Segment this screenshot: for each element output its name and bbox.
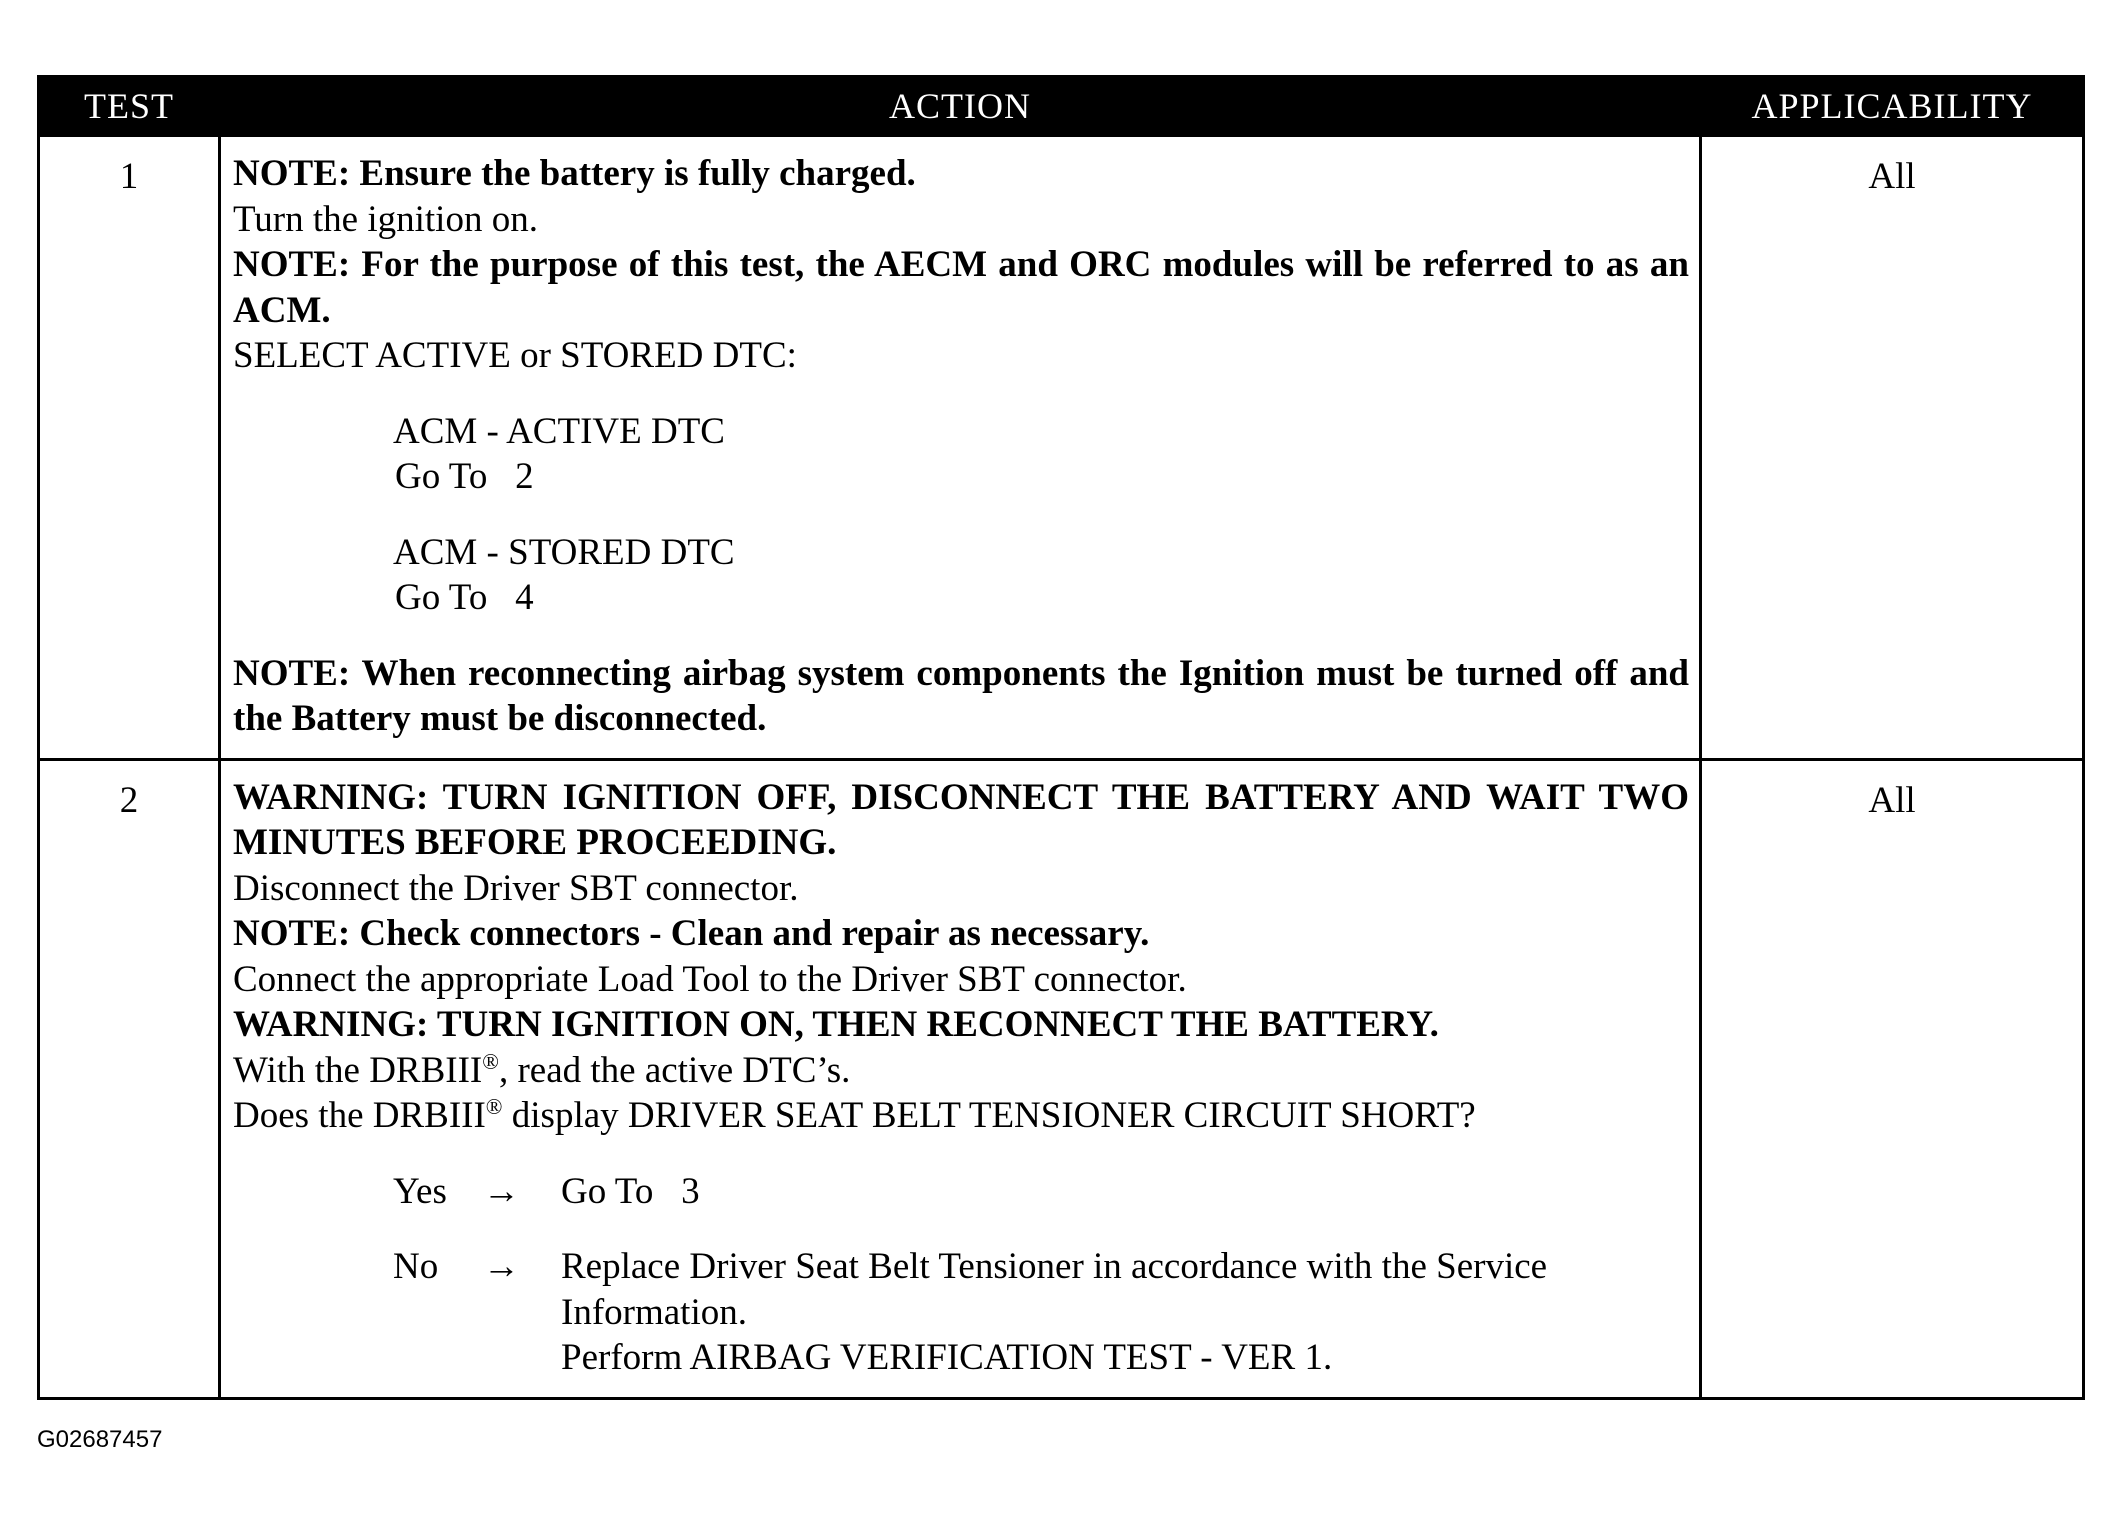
test-number: 1 bbox=[119, 156, 139, 197]
note-reconnecting: NOTE: When reconnecting airbag system components the Ignition must be turned off and the Battery must be disconnected. bbox=[233, 652, 1689, 739]
table-row bbox=[40, 137, 2082, 758]
option-active-dtc: ACM - ACTIVE DTC bbox=[393, 410, 725, 452]
branch-label: No bbox=[393, 1246, 439, 1287]
goto-link: Go To 2 bbox=[395, 456, 534, 497]
instruction-text: Disconnect the Driver SBT connector. bbox=[233, 867, 799, 909]
instruction-text: SELECT ACTIVE or STORED DTC: bbox=[233, 335, 797, 376]
test-number: 2 bbox=[119, 779, 139, 821]
action-cell bbox=[218, 137, 1702, 758]
branch-yes bbox=[393, 1169, 1689, 1215]
question-text bbox=[233, 1093, 1689, 1139]
header-applicability: APPLICABILITY bbox=[1751, 86, 2033, 126]
header-action: ACTION bbox=[889, 86, 1031, 126]
note-acm: NOTE: For the purpose of this test, the AECM and ORC modules will be referred to as an ACM. bbox=[233, 244, 1689, 331]
applicability-value: All bbox=[1868, 779, 1916, 821]
arrow-icon: → bbox=[483, 1246, 520, 1287]
warning-ignition-on: WARNING: TURN IGNITION ON, THEN RECONNECT THE BATTERY. bbox=[233, 1004, 1439, 1045]
result-line: Perform AIRBAG VERIFICATION TEST - VER 1. bbox=[561, 1337, 1333, 1378]
table-header bbox=[40, 75, 2082, 137]
table-row bbox=[40, 758, 2082, 1397]
diagnostic-test-table bbox=[37, 75, 2085, 1400]
branch-result bbox=[561, 1244, 1689, 1381]
goto-link: Go To 4 bbox=[395, 577, 534, 618]
figure-id: G02687457 bbox=[37, 1426, 163, 1453]
result-line: Replace Driver Seat Belt Tensioner in accordance with the Service Information. bbox=[561, 1246, 1548, 1333]
header-test: TEST bbox=[84, 86, 174, 126]
registered-mark: ® bbox=[482, 1048, 499, 1074]
registered-mark: ® bbox=[485, 1094, 503, 1119]
branch-label: Yes bbox=[393, 1170, 447, 1212]
text-fragment: display DRIVER SEAT BELT TENSIONER CIRCUIT SHORT? bbox=[502, 1095, 1476, 1136]
action-cell bbox=[218, 761, 1702, 1397]
text-fragment: Does the DRBIII bbox=[233, 1095, 486, 1136]
instruction-text bbox=[233, 1048, 1689, 1094]
note-battery: NOTE: Ensure the battery is fully charged. bbox=[233, 153, 916, 194]
arrow-icon: → bbox=[483, 1170, 520, 1212]
text-fragment: , read the active DTC’s. bbox=[498, 1049, 851, 1091]
text-fragment: With the DRBIII bbox=[233, 1049, 483, 1091]
note-connectors: NOTE: Check connectors - Clean and repair as necessary. bbox=[233, 913, 1150, 954]
warning-ignition-off: WARNING: TURN IGNITION OFF, DISCONNECT THE BATTERY AND WAIT TWO MINUTES BEFORE PROCEEDING. bbox=[233, 776, 1689, 863]
instruction-text: Connect the appropriate Load Tool to the Driver SBT connector. bbox=[233, 958, 1187, 1000]
applicability-value: All bbox=[1868, 156, 1916, 197]
instruction-text: Turn the ignition on. bbox=[233, 198, 538, 240]
branch-result: Go To 3 bbox=[561, 1170, 700, 1212]
branch-no bbox=[393, 1244, 1689, 1381]
option-stored-dtc: ACM - STORED DTC bbox=[393, 531, 735, 573]
